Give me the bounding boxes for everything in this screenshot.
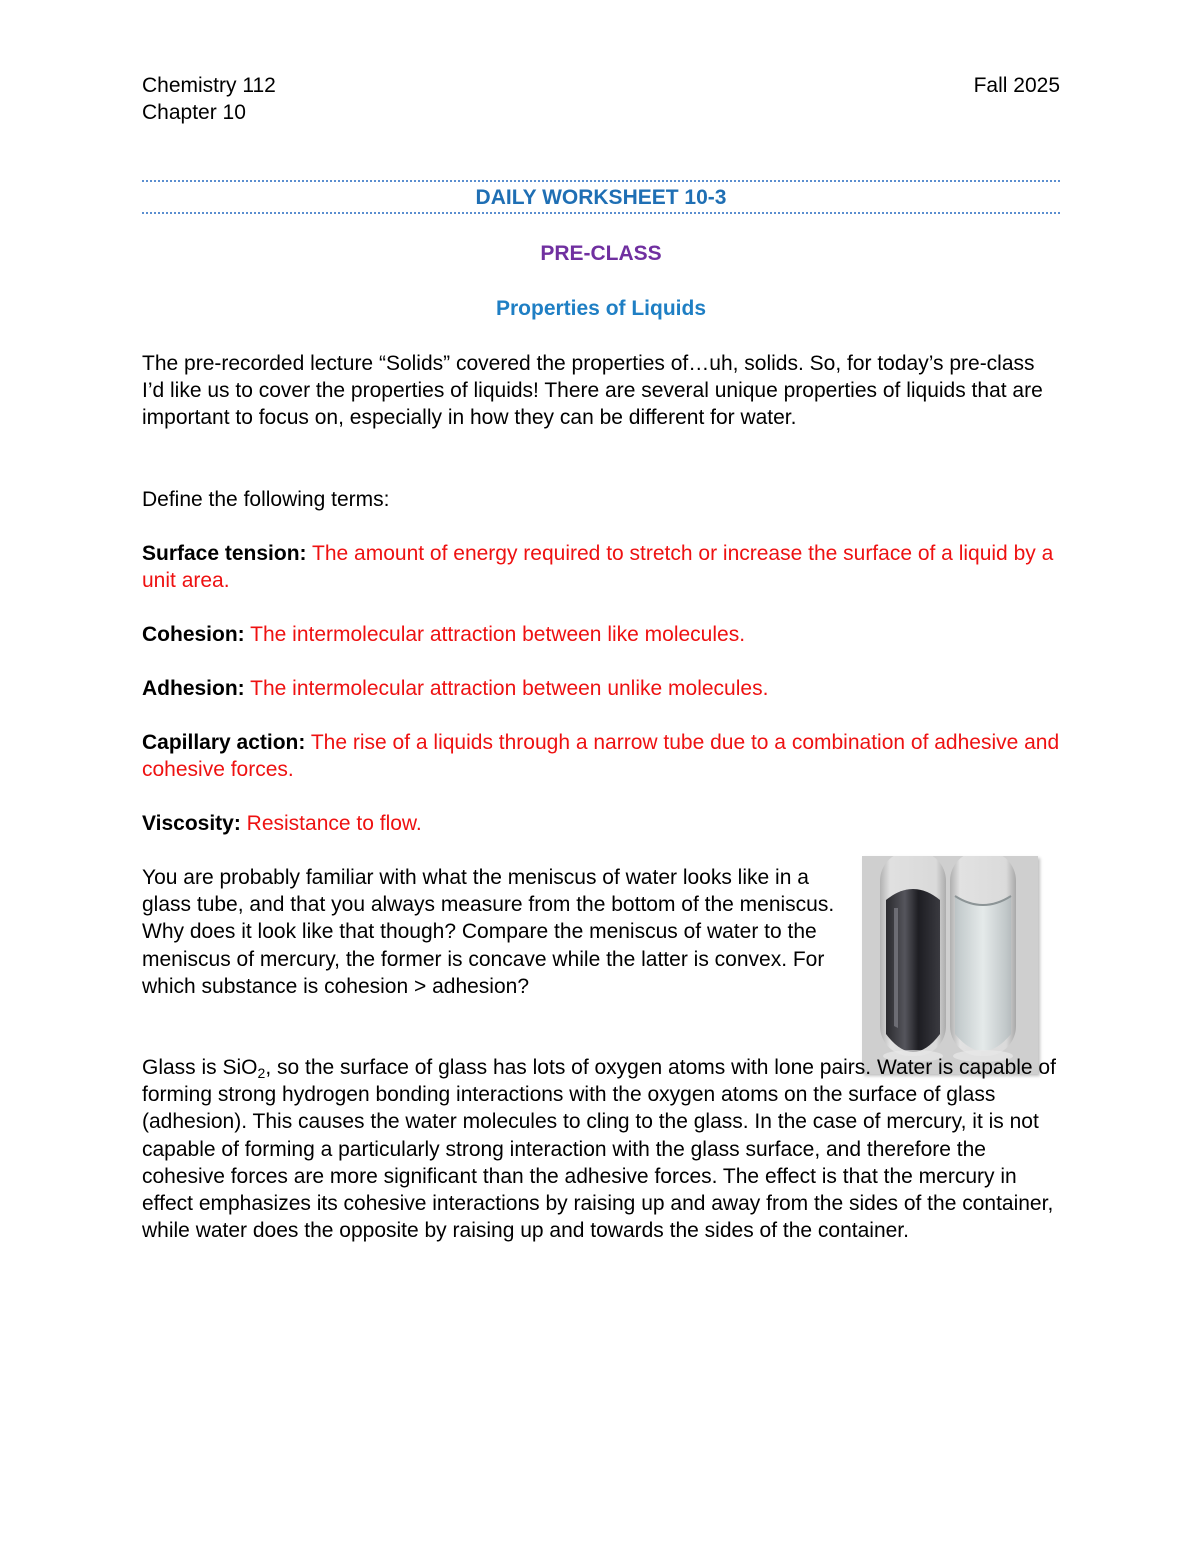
term-answer: The rise of a liquids through a narrow tube due to a combination of adhesive and cohesive forces. <box>142 731 1060 782</box>
glass-answer-rest: , so the surface of glass has lots of oxygen atoms with lone pairs. Water is capable of forming strong hydrogen bonding interactions with the oxygen atoms on the surface of glass (adhesion). This causes the water molecules to cling to the glass. In the case of mercury, it is not capable of forming a particularly strong interaction with the glass surface, and therefore the cohesive forces are more significant than the adhesive forces. The effect is that the mercury in effect emphasizes its cohesive interactions by raising up and away from the sides of the container, while water does the opposite by raising up and towards the sides of the container. <box>142 1056 1056 1243</box>
top-divider <box>142 180 1060 182</box>
term-answer: The intermolecular attraction between unlike molecules. <box>250 677 769 700</box>
intro-paragraph: The pre-recorded lecture “Solids” covered the properties of…uh, solids. So, for today’s pre-class I’d like us to cover the properties of liquids! There are several unique properties of liquids that are important to focus on, especially in how they can be different for water. <box>142 352 1043 430</box>
worksheet-page <box>142 0 1060 1553</box>
worksheet-title: DAILY WORKSHEET 10-3 <box>475 186 727 209</box>
meniscus-question: You are probably familiar with what the meniscus of water looks like in a glass tube, and that you always measure from the bottom of the meniscus. Why does it look like that though? Compare the meniscus of water to the meniscus of mercury, the former is concave while the latter is convex. For which substance is cohesion > adhesion? <box>142 866 835 998</box>
glass-answer-start: Glass is SiO <box>142 1056 258 1079</box>
term-viscosity <box>142 810 1060 837</box>
chapter-label: Chapter 10 <box>142 101 246 124</box>
term-answer: The intermolecular attraction between like molecules. <box>250 623 746 646</box>
topic-title: Properties of Liquids <box>495 297 707 320</box>
glass-answer-paragraph <box>142 1054 1060 1244</box>
section-label: PRE-CLASS <box>540 242 662 265</box>
term-answer: The amount of energy required to stretch or increase the surface of a liquid by a unit area. <box>142 542 1054 593</box>
term-capillary-action <box>142 729 1060 783</box>
define-prompt: Define the following terms: <box>142 488 390 511</box>
term-cohesion <box>142 621 1060 648</box>
term-label: Adhesion: <box>142 677 245 700</box>
course-name: Chemistry 112 <box>142 74 276 97</box>
page-header <box>142 72 1060 126</box>
term-label: Cohesion: <box>142 623 245 646</box>
term-surface-tension <box>142 540 1060 594</box>
term-label: Capillary action: <box>142 731 306 754</box>
test-tubes-illustration <box>862 856 1038 1074</box>
term-answer: Resistance to flow. <box>246 812 422 835</box>
term-label: Fall 2025 <box>973 74 1060 97</box>
subscript-two: 2 <box>257 1065 266 1081</box>
term-adhesion <box>142 675 1060 702</box>
meniscus-tubes-photo <box>862 856 1038 1074</box>
bottom-divider <box>142 212 1060 214</box>
term-label: Surface tension: <box>142 542 307 565</box>
term-label: Viscosity: <box>142 812 241 835</box>
